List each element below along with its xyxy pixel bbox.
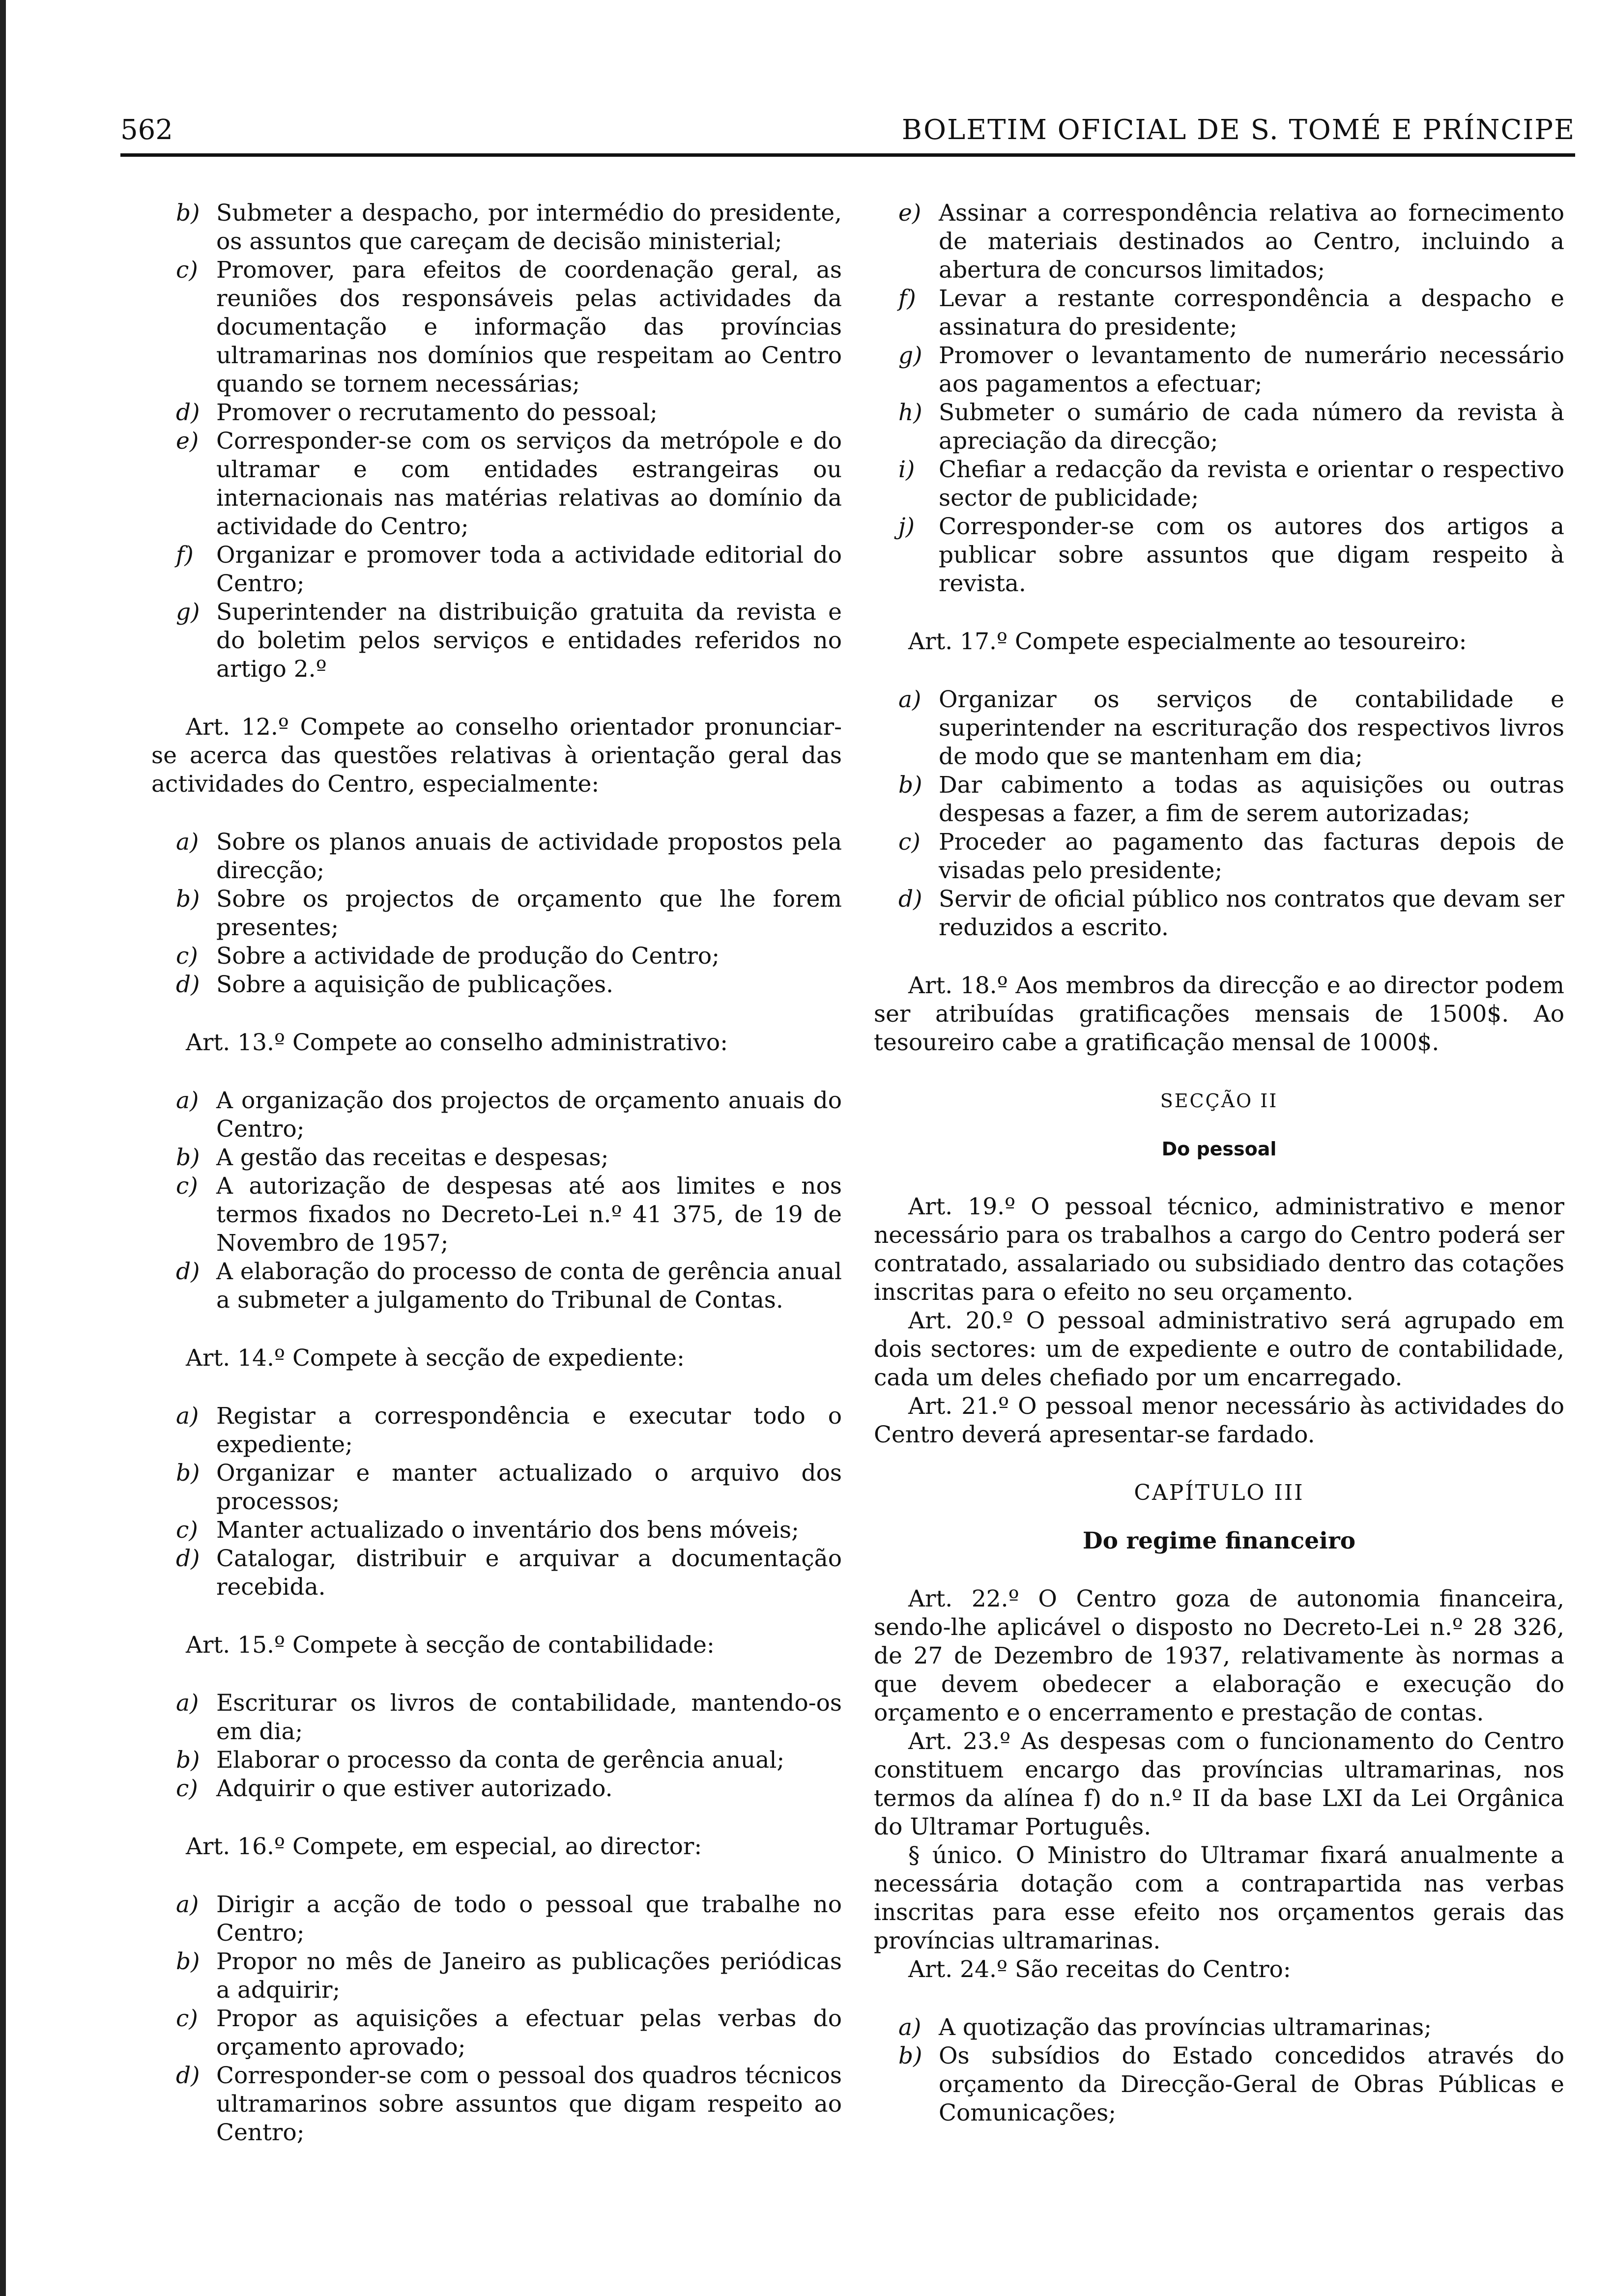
chapter-title: Do regime financeiro <box>1082 1527 1356 1554</box>
article-22: Art. 22.º O Centro goza de autonomia financeira, sendo-lhe aplicável o disposto no Decreto-Lei n.º 28 326, de 27 de Dezembro de 1937, relativamente às normas a que devem obedecer a elaboração e execução do orçamento e o encerramento e prestação de contas. <box>874 1585 1564 1726</box>
list-article-24 <box>874 2013 1564 2127</box>
list-item <box>151 1087 842 1144</box>
list-item-marker: b) <box>898 772 922 799</box>
paragraph-unico: § único. O Ministro do Ultramar fixará anualmente a necessária dotação com a contrapartida nas verbas inscritas para esse efeito nos orçamentos gerais das províncias ultramarinas. <box>874 1842 1564 1954</box>
list-item <box>874 342 1564 399</box>
list-item <box>151 399 842 427</box>
list-item-text: Promover, para efeitos de coordenação geral, as reuniões dos responsáveis pelas actividades da documentação e informação das províncias ultramarinas nos domínios que respeitam ao Centro quando se tornem necessárias; <box>216 257 842 398</box>
list-director-duties-top <box>151 199 842 684</box>
list-item <box>151 828 842 885</box>
list-item <box>874 771 1564 828</box>
list-item-text: Adquirir o que estiver autorizado. <box>216 1775 613 1802</box>
list-item-marker: a) <box>176 1690 199 1717</box>
list-item <box>151 885 842 942</box>
list-item-marker: d) <box>176 1258 200 1285</box>
list-item-marker: a) <box>898 686 921 713</box>
list-item-text: Propor as aquisições a efectuar pelas verbas do orçamento aprovado; <box>216 2005 842 2061</box>
list-item-marker: g) <box>176 599 200 626</box>
list-item-text: Levar a restante correspondência a despacho e assinatura do presidente; <box>939 285 1564 341</box>
list-item-marker: e) <box>898 200 921 227</box>
list-item <box>874 2042 1564 2127</box>
list-item <box>151 541 842 598</box>
list-item-marker: a) <box>176 1087 199 1114</box>
chapter-heading: CAPÍTULO III <box>1134 1480 1304 1505</box>
list-article-16 <box>151 1891 842 2147</box>
list-item-text: Dar cabimento a todas as aquisições ou outras despesas a fazer, a fim de serem autorizadas; <box>939 772 1564 827</box>
list-item-text: Corresponder-se com os autores dos artigos a publicar sobre assuntos que digam respeito à revista. <box>939 513 1564 597</box>
list-item-text: A gestão das receitas e despesas; <box>216 1144 609 1171</box>
list-item <box>151 1258 842 1315</box>
list-item <box>151 971 842 999</box>
list-item-marker: b) <box>176 1747 200 1774</box>
list-item-marker: i) <box>898 456 915 483</box>
list-item-text: Servir de oficial público nos contratos que devam ser reduzidos a escrito. <box>939 886 1564 941</box>
list-item <box>151 1689 842 1746</box>
article-15: Art. 15.º Compete à secção de contabilidade: <box>186 1632 715 1659</box>
list-item <box>874 285 1564 342</box>
section-heading: SECÇÃO II <box>1160 1090 1278 1112</box>
list-article-14 <box>151 1402 842 1602</box>
article-19: Art. 19.º O pessoal técnico, administrativo e menor necessário para os trabalhos a cargo do Centro poderá ser contratado, assalariado ou subsidiado dentro das cotações inscritas para o efeito no seu orçamento. <box>874 1193 1564 1306</box>
list-item-marker: e) <box>176 428 199 455</box>
list-item <box>874 2013 1564 2042</box>
list-item <box>151 256 842 399</box>
list-item-text: Assinar a correspondência relativa ao fornecimento de materiais destinados ao Centro, incluindo a abertura de concursos limitados; <box>939 200 1564 284</box>
list-item-text: Corresponder-se com os serviços da metrópole e do ultramar e com entidades estrangeiras ou internacionais nas matérias relativas ao domínio da actividade do Centro; <box>216 428 842 540</box>
list-item-marker: d) <box>176 2062 200 2089</box>
list-item-marker: j) <box>898 513 915 540</box>
list-item-text: Dirigir a acção de todo o pessoal que trabalhe no Centro; <box>216 1891 842 1947</box>
list-item-marker: c) <box>176 1173 198 1200</box>
list-item-text: Promover o recrutamento do pessoal; <box>216 399 658 426</box>
list-item-text: Chefiar a redacção da revista e orientar o respectivo sector de publicidade; <box>939 456 1564 512</box>
list-item-text: Registar a correspondência e executar todo o expediente; <box>216 1403 842 1458</box>
list-item-text: Catalogar, distribuir e arquivar a documentação recebida. <box>216 1545 842 1601</box>
list-item-marker: c) <box>176 2005 198 2032</box>
page-header <box>120 109 1575 157</box>
list-item <box>151 1516 842 1545</box>
list-item <box>151 1144 842 1172</box>
list-item-text: A autorização de despesas até aos limites e nos termos fixados no Decreto-Lei n.º 41 375, de 19 de Novembro de 1957; <box>216 1173 842 1257</box>
list-item <box>874 513 1564 598</box>
list-item <box>874 199 1564 285</box>
list-item-text: Superintender na distribuição gratuita da revista e do boletim pelos serviços e entidades referidos no artigo 2.º <box>216 599 842 683</box>
list-item-text: Sobre os planos anuais de actividade propostos pela direcção; <box>216 829 842 884</box>
list-item-text: Escriturar os livros de contabilidade, mantendo-os em dia; <box>216 1690 842 1745</box>
article-16: Art. 16.º Compete, em especial, ao director: <box>186 1833 702 1860</box>
list-article-15 <box>151 1689 842 1803</box>
list-item-text: Proceder ao pagamento das facturas depois de visadas pelo presidente; <box>939 829 1564 884</box>
list-director-duties-cont <box>874 199 1564 598</box>
left-column <box>151 199 842 2147</box>
list-article-12 <box>151 828 842 999</box>
article-23: Art. 23.º As despesas com o funcionamento do Centro constituem encargo das províncias ultramarinas, nos termos da alínea f) do n.º II da base LXI da Lei Orgânica do Ultramar Português. <box>874 1728 1564 1840</box>
list-item <box>151 427 842 541</box>
list-item <box>151 942 842 971</box>
list-item-text: Organizar e promover toda a actividade editorial do Centro; <box>216 542 842 597</box>
list-item <box>151 2005 842 2062</box>
list-item-text: Submeter a despacho, por intermédio do presidente, os assuntos que careçam de decisão ministerial; <box>216 200 842 255</box>
list-article-17 <box>874 686 1564 942</box>
list-article-13 <box>151 1087 842 1315</box>
list-item <box>874 456 1564 513</box>
list-item-text: A organização dos projectos de orçamento anuais do Centro; <box>216 1087 842 1143</box>
list-item-marker: a) <box>176 829 199 856</box>
list-item-marker: a) <box>898 2014 921 2041</box>
page-number: 562 <box>120 114 173 146</box>
list-item-marker: a) <box>176 1403 199 1430</box>
list-item-marker: d) <box>898 886 922 913</box>
list-item-text: Submeter o sumário de cada número da revista à apreciação da direcção; <box>939 399 1564 455</box>
list-item-marker: b) <box>176 1460 200 1487</box>
list-item-text: Promover o levantamento de numerário necessário aos pagamentos a efectuar; <box>939 342 1564 398</box>
list-item <box>151 1172 842 1258</box>
list-item-marker: c) <box>176 1517 198 1544</box>
article-13: Art. 13.º Compete ao conselho administrativo: <box>186 1029 728 1056</box>
section-title: Do pessoal <box>1161 1138 1277 1160</box>
list-item-marker: b) <box>176 1144 200 1171</box>
list-item-marker: c) <box>898 829 921 856</box>
list-item <box>874 828 1564 885</box>
article-24: Art. 24.º São receitas do Centro: <box>908 1956 1291 1983</box>
list-item <box>151 1948 842 2005</box>
list-item-text: Sobre os projectos de orçamento que lhe forem presentes; <box>216 886 842 941</box>
publication-title: BOLETIM OFICIAL DE S. TOMÉ E PRÍNCIPE <box>901 114 1575 146</box>
article-18: Art. 18.º Aos membros da direcção e ao director podem ser atribuídas gratificações mensais de 1500$. Ao tesoureiro cabe a gratificação mensal de 1000$. <box>874 972 1564 1056</box>
list-item-marker: c) <box>176 257 198 284</box>
list-item <box>151 1891 842 1948</box>
list-item-marker: b) <box>176 886 200 913</box>
list-item <box>151 199 842 256</box>
list-item-marker: b) <box>176 200 200 227</box>
list-item <box>151 1775 842 1803</box>
list-item-marker: f) <box>898 285 916 312</box>
list-item <box>874 399 1564 456</box>
list-item-text: Manter actualizado o inventário dos bens móveis; <box>216 1517 799 1544</box>
list-item-text: Os subsídios do Estado concedidos através do orçamento da Direcção-Geral de Obras Públicas e Comunicações; <box>939 2042 1564 2126</box>
list-item-marker: c) <box>176 1775 198 1802</box>
list-item <box>151 1545 842 1602</box>
list-item-marker: h) <box>898 399 922 426</box>
article-14: Art. 14.º Compete à secção de expediente: <box>186 1345 685 1372</box>
list-item-text: A elaboração do processo de conta de gerência anual a submeter a julgamento do Tribunal de Contas. <box>216 1258 842 1314</box>
list-item-text: Sobre a actividade de produção do Centro; <box>216 943 720 970</box>
page-edge <box>0 0 6 2296</box>
list-item-marker: g) <box>898 342 922 369</box>
list-item-text: Corresponder-se com o pessoal dos quadros técnicos ultramarinos sobre assuntos que digam respeito ao Centro; <box>216 2062 842 2146</box>
list-item-text: Elaborar o processo da conta de gerência anual; <box>216 1747 785 1774</box>
list-item <box>874 686 1564 771</box>
list-item-marker: b) <box>898 2042 922 2069</box>
list-item-marker: b) <box>176 1948 200 1975</box>
list-item <box>151 1746 842 1775</box>
article-21: Art. 21.º O pessoal menor necessário às actividades do Centro deverá apresentar-se fardado. <box>874 1393 1564 1448</box>
right-column <box>874 199 1564 2127</box>
list-item <box>151 2062 842 2147</box>
list-item-text: Organizar e manter actualizado o arquivo dos processos; <box>216 1460 842 1515</box>
list-item-marker: d) <box>176 1545 200 1572</box>
list-item-text: A quotização das províncias ultramarinas; <box>939 2014 1432 2041</box>
list-item-marker: f) <box>176 542 194 569</box>
article-20: Art. 20.º O pessoal administrativo será agrupado em dois sectores: um de expediente e outro de contabilidade, cada um deles chefiado por um encarregado. <box>874 1307 1564 1391</box>
list-item-text: Sobre a aquisição de publicações. <box>216 971 614 998</box>
list-item-marker: d) <box>176 399 200 426</box>
list-item <box>151 1402 842 1459</box>
article-12: Art. 12.º Compete ao conselho orientador pronunciar-se acerca das questões relativas à orientação geral das actividades do Centro, especialmente: <box>151 714 842 798</box>
list-item-text: Organizar os serviços de contabilidade e superintender na escrituração dos respectivos livros de modo que se mantenham em dia; <box>939 686 1564 770</box>
list-item-marker: d) <box>176 971 200 998</box>
list-item <box>151 598 842 684</box>
list-item <box>151 1459 842 1516</box>
article-17: Art. 17.º Compete especialmente ao tesoureiro: <box>908 628 1467 655</box>
list-item-text: Propor no mês de Janeiro as publicações periódicas a adquirir; <box>216 1948 842 2004</box>
list-item-marker: a) <box>176 1891 199 1918</box>
list-item <box>874 885 1564 942</box>
list-item-marker: c) <box>176 943 198 970</box>
